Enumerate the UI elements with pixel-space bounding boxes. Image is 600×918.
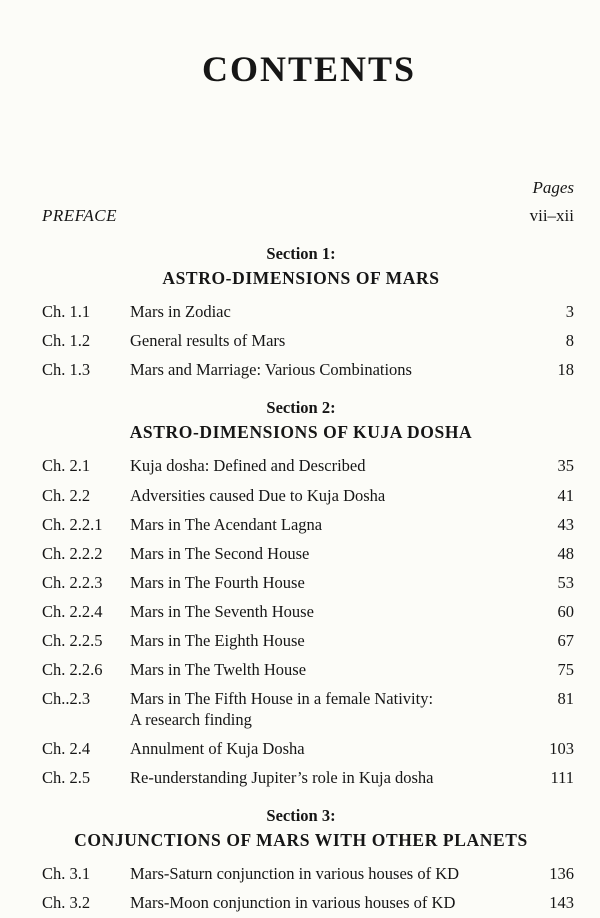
toc-row	[42, 739, 576, 759]
section-title: ASTRO-DIMENSIONS OF KUJA DOSHA	[129, 422, 473, 443]
pages-column-header: Pages	[532, 178, 574, 197]
section-title: ASTRO-DIMENSIONS OF MARS	[162, 268, 440, 288]
toc-row	[42, 456, 576, 476]
chapter-number: Ch. 2.2.4	[42, 602, 103, 621]
page-number: 18	[557, 360, 574, 380]
chapter-number: Ch. 2.2.5	[42, 631, 103, 651]
toc-section	[42, 398, 576, 788]
chapter-number: Ch. 2.2	[42, 485, 91, 505]
toc-row	[42, 331, 576, 351]
page-number: 75	[557, 660, 574, 680]
chapter-number: Ch. 2.2.3	[42, 572, 103, 592]
toc-row	[42, 544, 576, 564]
chapter-title: General results of Mars	[130, 331, 286, 351]
chapter-title: Mars in The Seventh House	[130, 602, 314, 621]
preface-page-range: vii–xii	[529, 206, 574, 225]
chapter-number: Ch. 2.1	[42, 456, 91, 476]
toc-row	[42, 893, 576, 913]
page-number: 48	[557, 543, 574, 563]
section-title: CONJUNCTIONS OF MARS WITH OTHER PLANETS	[74, 829, 528, 850]
toc-row	[42, 689, 576, 729]
toc-section	[42, 806, 576, 913]
chapter-number: Ch. 3.1	[42, 863, 91, 883]
section-heading	[42, 244, 576, 289]
page-number: 41	[557, 485, 574, 505]
toc-row	[42, 660, 576, 680]
chapter-title: Mars in The Fourth House	[130, 572, 305, 592]
chapter-title: Mars in The Twelth House	[130, 660, 307, 680]
chapter-title: Annulment of Kuja Dosha	[130, 738, 305, 758]
chapter-title: Mars-Saturn conjunction in various houses of KD	[130, 863, 460, 883]
chapter-number: Ch. 1.1	[42, 302, 91, 321]
chapter-title: Mars in Zodiac	[130, 302, 231, 321]
chapter-number: Ch. 2.2.2	[42, 543, 103, 563]
chapter-title: Mars and Marriage: Various Combinations	[130, 360, 412, 380]
chapter-title: Mars in The Fifth House in a female Nativity: A research finding	[130, 689, 434, 729]
chapter-title: Mars-Moon conjunction in various houses of KD	[130, 893, 456, 912]
toc-row	[42, 360, 576, 380]
toc-row	[42, 515, 576, 535]
preface-row	[42, 206, 576, 226]
chapter-number: Ch. 2.5	[42, 767, 91, 787]
page-title: CONTENTS	[201, 49, 417, 89]
chapter-number: Ch. 1.2	[42, 331, 91, 351]
chapter-number: Ch. 2.2.6	[42, 660, 103, 680]
section-heading	[42, 806, 576, 851]
page-number: 43	[557, 514, 574, 534]
toc-row	[42, 602, 576, 622]
chapter-number: Ch..2.3	[42, 689, 91, 709]
page-number: 67	[557, 631, 574, 651]
chapter-title: Adversities caused Due to Kuja Dosha	[130, 485, 386, 505]
chapter-title-line2: A research finding	[130, 709, 252, 729]
chapter-title: Mars in The Second House	[130, 543, 310, 563]
toc-row	[42, 486, 576, 506]
section-number-label: Section 1:	[266, 244, 336, 263]
toc-row	[42, 573, 576, 593]
page-number: 81	[557, 689, 574, 709]
page-number: 60	[557, 602, 574, 621]
toc-row	[42, 768, 576, 788]
page-number: 53	[557, 572, 574, 592]
chapter-number: Ch. 2.2.1	[42, 514, 103, 534]
section-number-label: Section 2:	[266, 398, 336, 418]
page-number: 143	[549, 893, 574, 912]
chapter-number: Ch. 3.2	[42, 893, 91, 912]
preface-label: PREFACE	[42, 206, 117, 225]
chapter-title: Re-understanding Jupiter’s role in Kuja dosha	[130, 767, 434, 787]
chapter-title: Kuja dosha: Defined and Described	[130, 456, 366, 476]
page-number: 103	[549, 738, 574, 758]
chapter-number: Ch. 2.4	[42, 738, 91, 758]
page-number: 3	[565, 302, 574, 321]
sections	[42, 244, 576, 913]
page-number: 35	[557, 456, 574, 476]
chapter-title: Mars in The Eighth House	[130, 631, 305, 651]
page-number: 136	[549, 863, 574, 883]
page-number: 111	[550, 767, 574, 787]
toc-row	[42, 864, 576, 884]
toc-section	[42, 244, 576, 380]
chapter-title: Mars in The Acendant Lagna	[130, 514, 323, 534]
chapter-number: Ch. 1.3	[42, 360, 91, 380]
toc-row	[42, 302, 576, 322]
toc-row	[42, 631, 576, 651]
section-number-label: Section 3:	[266, 805, 336, 825]
section-heading	[42, 398, 576, 443]
page-number: 8	[565, 331, 574, 351]
